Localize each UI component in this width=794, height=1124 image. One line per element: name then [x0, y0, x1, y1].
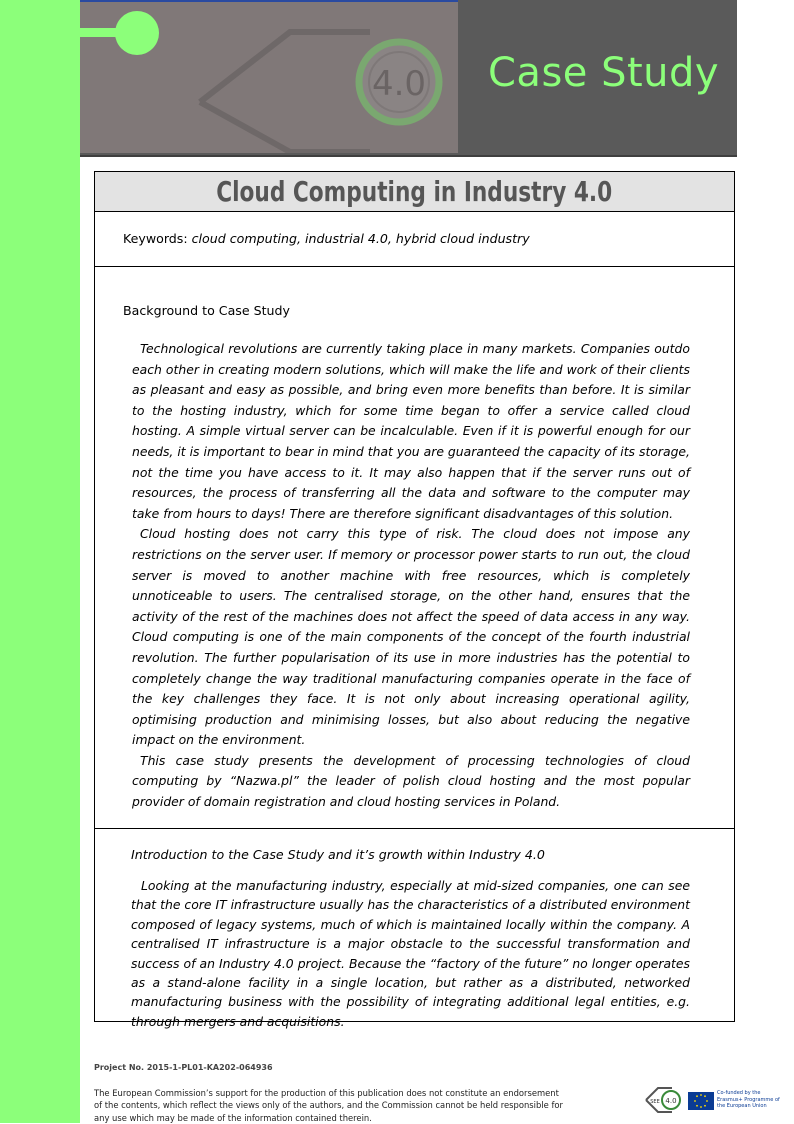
- circuit-gear-icon: [80, 2, 458, 153]
- header-illustration: [80, 0, 458, 153]
- introduction-text: [131, 876, 690, 1031]
- keywords-label: Keywords:: [123, 231, 188, 246]
- background-paragraph: This case study presents the development of processing technologies of cloud computing by “Nazwa.pl” the leader of polish cloud hosting and the most popular provider of domain registration and cloud hosting services in Poland.: [132, 752, 690, 810]
- eu-cofunded-text: Co-funded by the Erasmus+ Programme of the European Union: [717, 1090, 780, 1109]
- background-heading: Background to Case Study: [123, 303, 290, 318]
- header-title: Case Study: [488, 50, 720, 96]
- background-paragraph: Cloud hosting does not carry this type of risk. The cloud does not impose any restrictions on the server user. If memory or processor power starts to run out, the cloud server is moved to another machine with free resources, which is completely unnoticeable to users. The centralised storage, on the other hand, ensures that the activity of the rest of the machines does not affect the speed of data access in any way. Cloud computing is one of the main components of the concept of the fourth industrial revolution. The further popularisation of its use in more industries has the potential to completely change the way traditional manufacturing companies operate in the face of the key challenges they face. It is not only about increasing operational agility, optimising production and minimising losses, but also about reducing the negative impact on the environment.: [132, 526, 690, 748]
- introduction-section: [94, 828, 735, 1029]
- footer-disclaimer: The European Commission’s support for the production of this publication does not constitute an endorsement of the contents, which reflect the views only of the authors, and the Commission cannot be held responsible for any use which may be made of the information contained therein.: [94, 1088, 563, 1123]
- background-text: [132, 339, 690, 813]
- document-title-bar: [94, 171, 735, 212]
- project-number: Project No. 2015-1-PL01-KA202-064936: [94, 1063, 273, 1072]
- background-section: [94, 266, 735, 829]
- introduction-heading: Introduction to the Case Study and it’s growth within Industry 4.0: [131, 847, 545, 862]
- see-logo-icon: [644, 1085, 684, 1115]
- keywords-line: [123, 231, 530, 246]
- header-badge: 4.0: [371, 64, 427, 104]
- document-title: Cloud Computing in Industry 4.0: [216, 175, 613, 208]
- footer-logos: [644, 1085, 784, 1119]
- page-header: [80, 0, 737, 157]
- left-green-strip: [0, 0, 80, 1123]
- background-paragraph: Technological revolutions are currently taking place in many markets. Companies outdo each other in creating modern solutions, which will make the life and work of their clients as pleasant and easy as possible, and bring even more benefits than before. It is similar to the hosting industry, which for some time began to offer a service called cloud hosting. A simple virtual server can be incalculable. Even if it is powerful enough for our needs, it is important to bear in mind that you are guaranteed the capacity of its storage, not the time you have access to it. It may also happen that if the server runs out of resources, the process of transferring all the data and software to the computer may take from hours to days! There are therefore significant disadvantages of this solution.: [132, 341, 690, 521]
- keywords-box: [94, 211, 735, 267]
- see-logo-text: SEE: [650, 1099, 660, 1105]
- see-logo-badge: 4.0: [665, 1097, 677, 1105]
- keywords-value: cloud computing, industrial 4.0, hybrid cloud industry: [187, 231, 530, 246]
- introduction-paragraph: Looking at the manufacturing industry, especially at mid-sized companies, one can see that the core IT infrastructure usually has the characteristics of a distributed environment composed of legacy systems, much of which is maintained locally within the company. A centralised IT infrastructure is a major obstacle to the successful transformation and success of an Industry 4.0 project. Because the “factory of the future” no longer operates as a stand-alone facility in a single location, but rather as a distributed, networked manufacturing business with the possibility of integrating additional legal entities, e.g. through mergers and acquisitions.: [131, 878, 690, 1029]
- eu-flag-icon: [688, 1092, 714, 1110]
